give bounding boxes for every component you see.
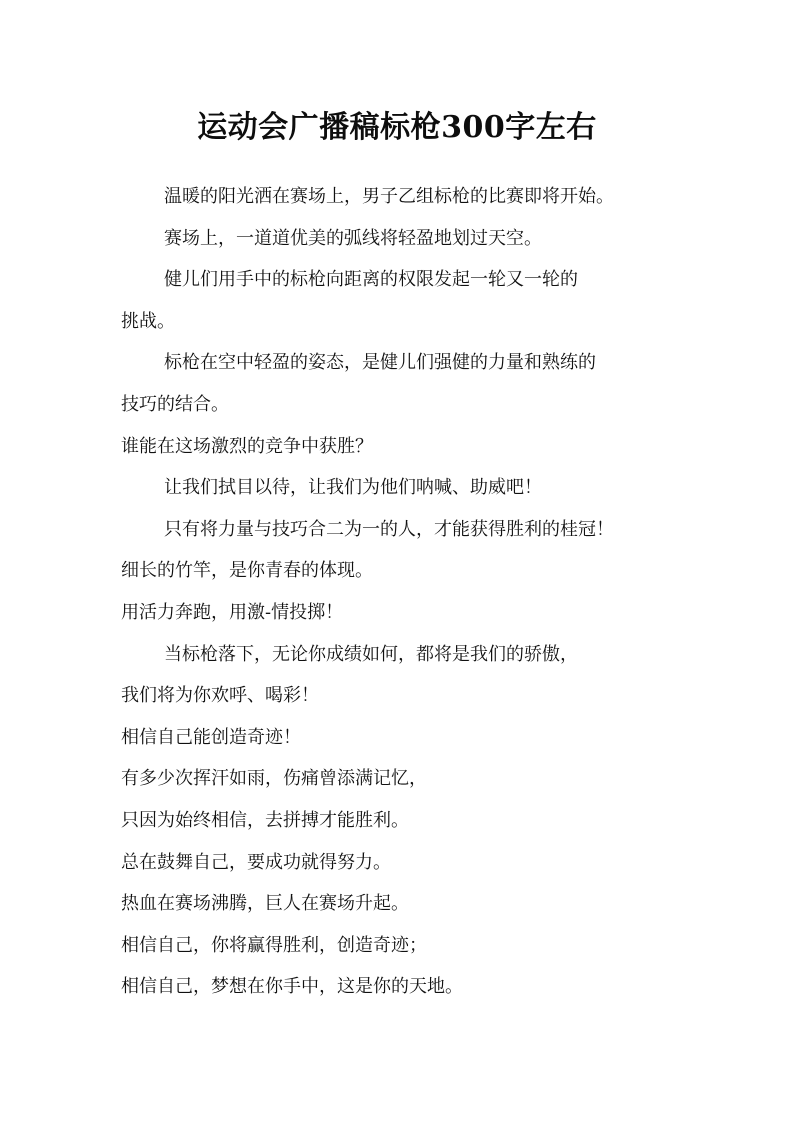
paragraph-line: 让我们拭目以待，让我们为他们呐喊、助威吧！ (164, 477, 542, 499)
paragraph-line: 相信自己，你将赢得胜利，创造奇迹； (121, 934, 427, 956)
paragraph-line: 我们将为你欢呼、喝彩！ (121, 685, 319, 707)
document-title: 运动会广播稿标枪300字左右 (197, 110, 597, 145)
paragraph-line: 赛场上，一道道优美的弧线将轻盈地划过天空。 (164, 227, 542, 249)
paragraph-line: 当标枪落下，无论你成绩如何，都将是我们的骄傲， (164, 643, 578, 665)
paragraph-line: 只有将力量与技巧合二为一的人，才能获得胜利的桂冠！ (164, 518, 614, 540)
paragraph-line: 细长的竹竿，是你青春的体现。 (121, 560, 373, 582)
paragraph-line: 谁能在这场激烈的竞争中获胜？ (121, 435, 373, 457)
paragraph-line: 只因为始终相信，去拼搏才能胜利。 (121, 809, 409, 831)
paragraph-line: 相信自己，梦想在你手中，这是你的天地。 (121, 976, 463, 998)
paragraph-line: 温暖的阳光洒在赛场上，男子乙组标枪的比赛即将开始。 (164, 186, 614, 207)
paragraph-line: 挑战。 (121, 310, 175, 332)
paragraph-line: 有多少次挥汗如雨，伤痛曾添满记忆， (121, 768, 427, 790)
paragraph-line: 技巧的结合。 (121, 393, 229, 415)
document-body (121, 176, 681, 1008)
paragraph-line: 热血在赛场沸腾，巨人在赛场升起。 (121, 893, 409, 915)
paragraph-line: 相信自己能创造奇迹！ (121, 726, 301, 748)
paragraph-line: 标枪在空中轻盈的姿态，是健儿们强健的力量和熟练的 (164, 352, 596, 374)
paragraph-line: 健儿们用手中的标枪向距离的权限发起一轮又一轮的 (164, 269, 578, 291)
paragraph-line: 用活力奔跑，用激-情投掷！ (121, 601, 344, 623)
paragraph-line: 总在鼓舞自己，要成功就得努力。 (121, 851, 391, 873)
